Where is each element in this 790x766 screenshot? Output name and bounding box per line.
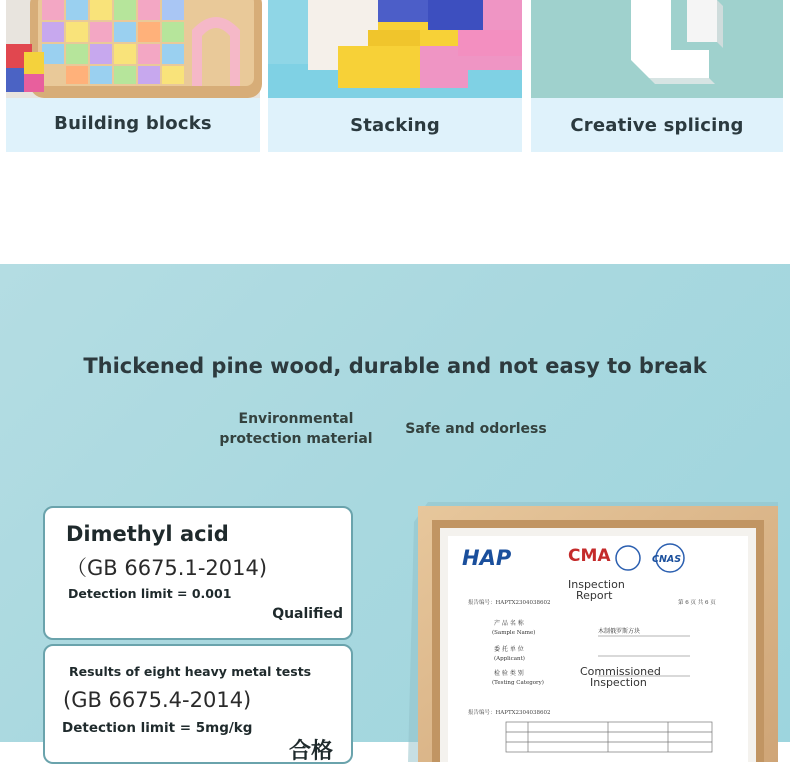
row-label-en: (Applicant) [494,656,525,662]
test-title: Results of eight heavy metal tests [69,664,312,679]
inspection-report-line1: Inspection [568,578,625,591]
page-number: 第 6 页 共 6 页 [678,600,716,606]
report-number: 报告编号：HAPTX2304038602 [468,600,551,606]
row-value: 木制俄罗斯方块 [598,628,641,635]
test-limit: Detection limit = 5mg/kg [62,720,253,736]
test-standard: （GB 6675.1-2014) [66,556,268,580]
feature-environmental-line2: protection material [219,431,373,447]
card-label: Creative splicing [531,98,783,152]
row-label-en: (Sample Name) [492,630,536,636]
feature-card-building-blocks [6,0,260,152]
cnas-logo: CNAS [652,554,682,565]
row-label: 产 品 名 称 [494,620,524,627]
feature-environmental-line1: Environmental [238,411,354,427]
commissioned-line1: Commissioned [580,665,661,678]
test-card-heavy-metal [43,644,353,764]
test-result: Qualified [272,606,343,622]
commissioned-line2: Inspection [590,676,647,689]
material-headline: Thickened pine wood, durable and not easy to break [83,354,707,378]
test-result: 合格 [289,739,334,764]
stacking-image [268,0,522,98]
test-limit: Detection limit = 0.001 [68,586,232,601]
row-label: 检 验 类 别 [494,670,524,677]
inspection-certificate [408,502,778,762]
card-label: Building blocks [6,98,260,152]
certificate-frame-image [408,502,778,762]
footer-report-number: 报告编号：HAPTX2304038602 [468,710,551,716]
cma-logo: CMA [568,546,611,566]
creative-splicing-image [531,0,783,98]
feature-card-creative-splicing [531,0,783,152]
test-card-dimethyl [43,506,353,640]
row-label-en: (Testing Category) [492,680,544,686]
feature-card-stacking [268,0,522,152]
card-label: Stacking [268,98,522,152]
row-label: 委 托 单 位 [494,646,524,653]
material-section [0,264,790,764]
inspection-report-line2: Report [576,589,613,602]
feature-environmental [216,409,376,449]
building-blocks-image [6,0,260,98]
test-title: Dimethyl acid [66,522,229,546]
test-standard: (GB 6675.4-2014) [63,688,252,712]
hap-logo: HAP [462,546,512,570]
feature-safe-odorless: Safe and odorless [405,421,547,437]
